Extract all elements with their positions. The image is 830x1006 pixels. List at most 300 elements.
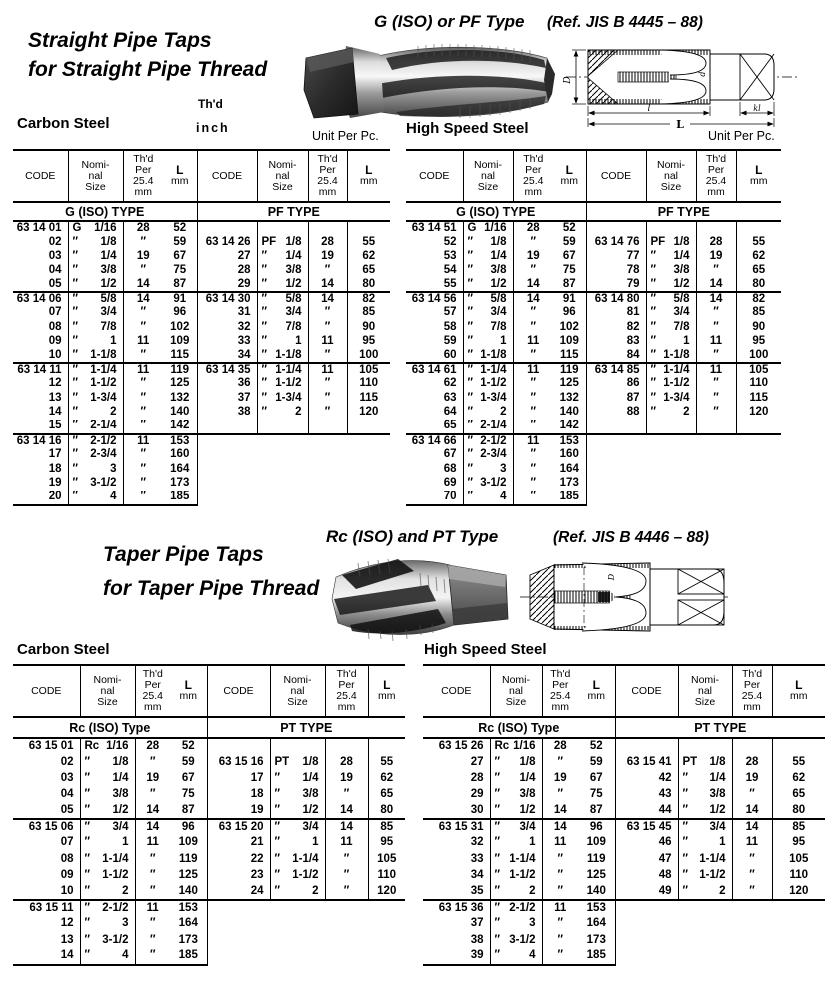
thd-cell: ″ <box>513 491 553 505</box>
table-row <box>13 448 390 462</box>
code-cell <box>586 448 646 462</box>
code-cell: 78 <box>626 263 640 276</box>
thd-cell: 19 <box>325 770 368 786</box>
thd-cell: 14 <box>696 278 736 292</box>
dim-label-D: D <box>563 76 573 84</box>
thd-cell: ″ <box>325 851 368 867</box>
code-cell: 63 15 11 <box>13 900 80 916</box>
size-cell: ″ 3/4 <box>257 306 308 320</box>
table-row <box>13 884 405 900</box>
size-cell <box>270 932 325 948</box>
size-cell: ″ 5/8 <box>646 292 696 306</box>
size-cell: G 1/16 <box>68 221 123 235</box>
length-cell: 80 <box>368 803 405 819</box>
taper-type-heading: Rc (ISO) and PT Type <box>326 527 499 546</box>
thd-cell: 14 <box>325 803 368 819</box>
code-cell: 86 <box>626 377 640 390</box>
size-cell: ″ 3-1/2 <box>80 932 135 948</box>
title-line-1: Taper Pipe Taps <box>103 543 264 566</box>
length-cell: 59 <box>163 235 197 249</box>
thd-cell: ″ <box>696 391 736 405</box>
thd-cell <box>732 738 772 754</box>
length-cell: 67 <box>578 770 615 786</box>
table-taper-carbon-steel <box>13 664 405 966</box>
table-row <box>423 916 825 932</box>
table-row <box>423 819 825 835</box>
thd-cell: ″ <box>513 420 553 434</box>
size-cell: ″ 3 <box>80 916 135 932</box>
table-row <box>423 787 825 803</box>
size-cell: ″ 1/2 <box>678 803 732 819</box>
length-cell: 96 <box>553 306 586 320</box>
size-cell: ″ 1 <box>270 835 325 851</box>
length-cell <box>736 462 781 476</box>
thd-cell: ″ <box>513 377 553 391</box>
size-cell: ″ 3-1/2 <box>463 476 513 490</box>
code-cell: 79 <box>626 277 640 290</box>
size-cell: ″ 7/8 <box>463 320 513 334</box>
table-row <box>13 476 390 490</box>
dim-label-L: L <box>676 118 684 130</box>
thd-cell <box>325 738 368 754</box>
size-cell: ″ 7/8 <box>68 320 123 334</box>
thd-cell <box>696 462 736 476</box>
thd-cell: ″ <box>696 320 736 334</box>
length-cell: 52 <box>553 221 586 235</box>
table-row <box>423 868 825 884</box>
size-cell: ″ 1-1/4 <box>678 851 732 867</box>
length-cell <box>736 491 781 505</box>
thd-cell: 19 <box>308 249 347 263</box>
size-cell: ″ 3 <box>68 462 123 476</box>
thd-cell: 14 <box>308 278 347 292</box>
thd-cell: 19 <box>732 770 772 786</box>
size-cell: ″ 3 <box>463 462 513 476</box>
title-line-2: for Taper Pipe Thread <box>103 577 320 600</box>
size-cell: ″ 4 <box>80 948 135 964</box>
length-cell: 91 <box>553 292 586 306</box>
thd-cell: ″ <box>513 476 553 490</box>
length-cell <box>736 476 781 490</box>
taper-section-title <box>103 538 319 606</box>
carbon-steel-label-taper: Carbon Steel <box>17 641 110 658</box>
code-cell: 47 <box>658 852 672 865</box>
size-cell: PF 1/8 <box>646 235 696 249</box>
length-cell: 119 <box>170 851 207 867</box>
size-cell <box>646 462 696 476</box>
code-cell: 29 <box>237 277 251 290</box>
length-cell: 96 <box>163 306 197 320</box>
column-header: Th'd Per 25.4 mm <box>513 150 553 202</box>
table-row <box>13 249 390 263</box>
table-row <box>13 391 390 405</box>
size-cell: ″ 1/2 <box>463 278 513 292</box>
thd-cell: 11 <box>123 363 163 377</box>
length-cell <box>368 932 405 948</box>
length-cell: 120 <box>368 884 405 900</box>
code-cell <box>615 738 678 754</box>
thd-cell: ″ <box>123 377 163 391</box>
thd-cell <box>696 434 736 448</box>
length-cell: 87 <box>163 278 197 292</box>
length-cell: 59 <box>170 754 207 770</box>
code-cell: 15 <box>48 419 62 432</box>
size-cell: ″ 1-1/2 <box>80 868 135 884</box>
size-cell: ″ 2-1/2 <box>463 434 513 448</box>
thd-cell: 14 <box>308 292 347 306</box>
code-cell: 52 <box>443 235 457 248</box>
code-cell: 18 <box>250 787 264 800</box>
thd-cell: ″ <box>542 932 578 948</box>
code-cell: 32 <box>237 320 251 333</box>
length-cell <box>347 476 390 490</box>
code-cell: 34 <box>237 348 251 361</box>
dim-label-d: d <box>698 71 707 77</box>
thd-cell: 19 <box>542 770 578 786</box>
size-cell: ″ 1-3/4 <box>646 391 696 405</box>
column-header: CODE <box>423 665 490 717</box>
thd-cell: 14 <box>732 819 772 835</box>
technical-drawing-straight <box>562 30 802 130</box>
thd-cell <box>732 948 772 964</box>
table-row <box>423 884 825 900</box>
table-row <box>13 306 390 320</box>
column-header: Th'd Per 25.4 mm <box>325 665 368 717</box>
length-cell: 140 <box>163 405 197 419</box>
length-cell: 90 <box>347 320 390 334</box>
table-row <box>13 264 390 278</box>
size-cell: ″ 1-1/2 <box>463 377 513 391</box>
thd-cell: 19 <box>696 249 736 263</box>
catalog-table <box>406 149 781 506</box>
length-cell: 95 <box>736 335 781 349</box>
straight-section-title <box>28 26 267 84</box>
column-header: Nomi- nal Size <box>646 150 696 202</box>
code-cell: 07 <box>60 836 74 849</box>
length-cell: 142 <box>553 420 586 434</box>
thd-cell: ″ <box>135 754 170 770</box>
size-cell: ″ 1/8 <box>490 754 542 770</box>
thd-cell: ″ <box>308 306 347 320</box>
thd-cell: 11 <box>123 434 163 448</box>
size-cell <box>646 420 696 434</box>
code-cell: 63 15 36 <box>423 900 490 916</box>
size-cell: ″ 5/8 <box>257 292 308 306</box>
size-cell: ″ 3-1/2 <box>68 476 123 490</box>
length-cell: 80 <box>772 803 825 819</box>
size-cell: ″ 1 <box>80 835 135 851</box>
length-cell <box>772 900 825 916</box>
table-row <box>406 320 781 334</box>
table-row <box>406 221 781 235</box>
column-header: Th'd Per 25.4 mm <box>696 150 736 202</box>
thd-cell <box>308 476 347 490</box>
size-cell: ″ 3/8 <box>490 787 542 803</box>
size-cell: ″ 2-1/2 <box>80 900 135 916</box>
code-cell: 63 14 80 <box>586 292 646 306</box>
inch-floating-label: inch <box>196 121 230 135</box>
length-cell: 102 <box>163 320 197 334</box>
thd-cell: ″ <box>542 787 578 803</box>
length-cell: 125 <box>163 377 197 391</box>
thd-cell: ″ <box>732 851 772 867</box>
size-cell: ″ 1/4 <box>646 249 696 263</box>
length-cell: 125 <box>170 868 207 884</box>
code-cell: 39 <box>423 948 490 964</box>
code-cell: 34 <box>470 868 484 881</box>
length-cell: 173 <box>553 476 586 490</box>
length-cell: 153 <box>553 434 586 448</box>
thd-cell <box>325 932 368 948</box>
table-row <box>13 462 390 476</box>
code-cell: 10 <box>60 884 74 897</box>
thd-cell: ″ <box>325 868 368 884</box>
length-cell: 120 <box>772 884 825 900</box>
thd-cell: ″ <box>542 948 578 964</box>
length-cell <box>347 491 390 505</box>
thd-cell: ″ <box>135 884 170 900</box>
size-cell: ″ 1/2 <box>490 803 542 819</box>
size-cell <box>646 434 696 448</box>
code-cell: 46 <box>658 836 672 849</box>
code-cell <box>586 434 646 448</box>
size-cell: ″ 3/4 <box>490 819 542 835</box>
length-cell <box>368 916 405 932</box>
thd-cell <box>696 221 736 235</box>
code-cell: 63 15 20 <box>207 819 270 835</box>
code-cell: 17 <box>250 771 264 784</box>
code-cell: 05 <box>60 803 74 816</box>
thd-cell: 11 <box>732 835 772 851</box>
size-cell: ″ 1-1/8 <box>463 349 513 363</box>
column-header: CODE <box>586 150 646 202</box>
code-cell: 18 <box>48 462 62 475</box>
thd-cell: ″ <box>123 448 163 462</box>
column-header: L mm <box>736 150 781 202</box>
length-cell <box>347 448 390 462</box>
thd-cell: ″ <box>123 320 163 334</box>
thd-cell: ″ <box>325 787 368 803</box>
table-row <box>13 770 405 786</box>
thd-cell: 14 <box>732 803 772 819</box>
size-cell: ″ 2-1/2 <box>68 434 123 448</box>
code-cell <box>207 948 270 964</box>
size-cell: ″ 3-1/2 <box>490 932 542 948</box>
thd-cell: 28 <box>513 221 553 235</box>
length-cell: 85 <box>368 819 405 835</box>
code-cell: 70 <box>406 491 463 505</box>
code-cell: 09 <box>60 868 74 881</box>
code-cell: 08 <box>60 852 74 865</box>
column-header: L mm <box>163 150 197 202</box>
thd-cell: ″ <box>135 868 170 884</box>
code-cell: 27 <box>470 755 484 768</box>
length-cell: 125 <box>578 868 615 884</box>
size-cell: ″ 1 <box>646 335 696 349</box>
length-cell <box>736 221 781 235</box>
code-cell <box>207 738 270 754</box>
thd-cell: ″ <box>123 420 163 434</box>
thd-cell: 11 <box>513 434 553 448</box>
thd-cell: ″ <box>732 868 772 884</box>
type-subheader-right: PF TYPE <box>586 202 781 221</box>
code-cell: 88 <box>626 405 640 418</box>
length-cell: 62 <box>368 770 405 786</box>
table-row <box>406 377 781 391</box>
length-cell: 105 <box>347 363 390 377</box>
size-cell: ″ 1/4 <box>80 770 135 786</box>
code-cell: 63 15 31 <box>423 819 490 835</box>
code-cell: 24 <box>250 884 264 897</box>
size-cell: ″ 1-1/8 <box>257 349 308 363</box>
code-cell: 60 <box>443 348 457 361</box>
straight-jis-reference: (Ref. JIS B 4445 – 88) <box>547 14 703 31</box>
table-row <box>13 754 405 770</box>
carbon-steel-label-straight: Carbon Steel <box>17 115 110 132</box>
code-cell: 82 <box>626 320 640 333</box>
code-cell: 02 <box>48 235 62 248</box>
size-cell: ″ 1-1/4 <box>463 363 513 377</box>
length-cell: 109 <box>163 335 197 349</box>
size-cell: ″ 5/8 <box>68 292 123 306</box>
code-cell: 77 <box>626 249 640 262</box>
code-cell: 02 <box>60 755 74 768</box>
table-row <box>423 770 825 786</box>
length-cell: 110 <box>772 868 825 884</box>
code-cell: 49 <box>658 884 672 897</box>
length-cell: 90 <box>736 320 781 334</box>
code-cell: 63 15 06 <box>13 819 80 835</box>
length-cell: 140 <box>553 405 586 419</box>
length-cell: 82 <box>347 292 390 306</box>
thd-cell: ″ <box>513 462 553 476</box>
size-cell <box>646 476 696 490</box>
size-cell: ″ 1-3/4 <box>257 391 308 405</box>
length-cell: 109 <box>553 335 586 349</box>
thd-cell: 14 <box>135 803 170 819</box>
code-cell: 29 <box>470 787 484 800</box>
table-row <box>13 932 405 948</box>
thd-cell: ″ <box>135 787 170 803</box>
length-cell: 185 <box>578 948 615 964</box>
code-cell <box>197 491 257 505</box>
thd-cell: 14 <box>513 292 553 306</box>
size-cell: ″ 3/8 <box>68 264 123 278</box>
table-row <box>406 363 781 377</box>
code-cell <box>197 420 257 434</box>
size-cell: ″ 1 <box>257 335 308 349</box>
length-cell: 55 <box>368 754 405 770</box>
column-header: Th'd Per 25.4 mm <box>732 665 772 717</box>
code-cell: 30 <box>470 803 484 816</box>
size-cell: ″ 1-1/4 <box>646 363 696 377</box>
type-subheader-left: G (ISO) TYPE <box>13 202 197 221</box>
code-cell: 19 <box>48 476 62 489</box>
length-cell: 132 <box>553 391 586 405</box>
code-cell: 53 <box>443 249 457 262</box>
size-cell: ″ 1/8 <box>80 754 135 770</box>
thd-cell: 14 <box>542 803 578 819</box>
unit-per-pc-label-left: Unit Per Pc. <box>312 129 379 143</box>
size-cell <box>678 932 732 948</box>
code-cell <box>615 916 678 932</box>
length-cell: 52 <box>578 738 615 754</box>
size-cell: ″ 1/4 <box>270 770 325 786</box>
size-cell: ″ 1/8 <box>463 235 513 249</box>
length-cell: 65 <box>772 787 825 803</box>
code-cell: 09 <box>48 334 62 347</box>
size-cell: ″ 1/4 <box>678 770 732 786</box>
thd-cell: ″ <box>135 916 170 932</box>
thd-cell: ″ <box>123 349 163 363</box>
size-cell: ″ 1-1/2 <box>490 868 542 884</box>
length-cell: 85 <box>736 306 781 320</box>
code-cell: 21 <box>250 836 264 849</box>
code-cell: 84 <box>626 348 640 361</box>
size-cell: ″ 2-1/4 <box>68 420 123 434</box>
size-cell: ″ 2 <box>68 405 123 419</box>
table-row <box>13 221 390 235</box>
thd-cell: 11 <box>123 335 163 349</box>
code-cell <box>586 476 646 490</box>
size-cell: ″ 1-1/8 <box>646 349 696 363</box>
length-cell: 185 <box>163 491 197 505</box>
length-cell: 115 <box>163 349 197 363</box>
high-speed-steel-label-straight: High Speed Steel <box>406 120 529 137</box>
length-cell: 173 <box>163 476 197 490</box>
table-row <box>13 335 390 349</box>
thd-cell: 14 <box>696 292 736 306</box>
length-cell: 153 <box>578 900 615 916</box>
length-cell: 85 <box>347 306 390 320</box>
length-cell: 115 <box>347 391 390 405</box>
length-cell: 95 <box>368 835 405 851</box>
code-cell: 14 <box>13 948 80 964</box>
code-cell: 20 <box>13 491 68 505</box>
code-cell <box>586 221 646 235</box>
table-taper-high-speed-steel <box>423 664 825 966</box>
code-cell: 57 <box>443 306 457 319</box>
table-row <box>13 787 405 803</box>
length-cell: 95 <box>772 835 825 851</box>
length-cell: 100 <box>736 349 781 363</box>
column-header: CODE <box>13 150 68 202</box>
code-cell: 38 <box>237 405 251 418</box>
length-cell: 110 <box>736 377 781 391</box>
thd-cell: ″ <box>696 264 736 278</box>
length-cell: 67 <box>553 249 586 263</box>
size-cell: ″ 1-1/4 <box>68 363 123 377</box>
thd-cell: 11 <box>696 335 736 349</box>
length-cell: 59 <box>553 235 586 249</box>
table-row <box>406 349 781 363</box>
size-cell <box>257 476 308 490</box>
thd-cell: 14 <box>325 819 368 835</box>
length-cell: 80 <box>736 278 781 292</box>
code-cell <box>197 448 257 462</box>
size-cell: ″ 2 <box>80 884 135 900</box>
length-cell: 120 <box>347 405 390 419</box>
column-header: L mm <box>170 665 207 717</box>
length-cell: 132 <box>163 391 197 405</box>
size-cell: ″ 2-3/4 <box>68 448 123 462</box>
thd-cell: ″ <box>542 868 578 884</box>
size-cell <box>257 221 308 235</box>
size-cell: ″ 3/8 <box>646 264 696 278</box>
size-cell <box>646 448 696 462</box>
thd-cell: ″ <box>123 491 163 505</box>
size-cell: ″ 1/2 <box>646 278 696 292</box>
